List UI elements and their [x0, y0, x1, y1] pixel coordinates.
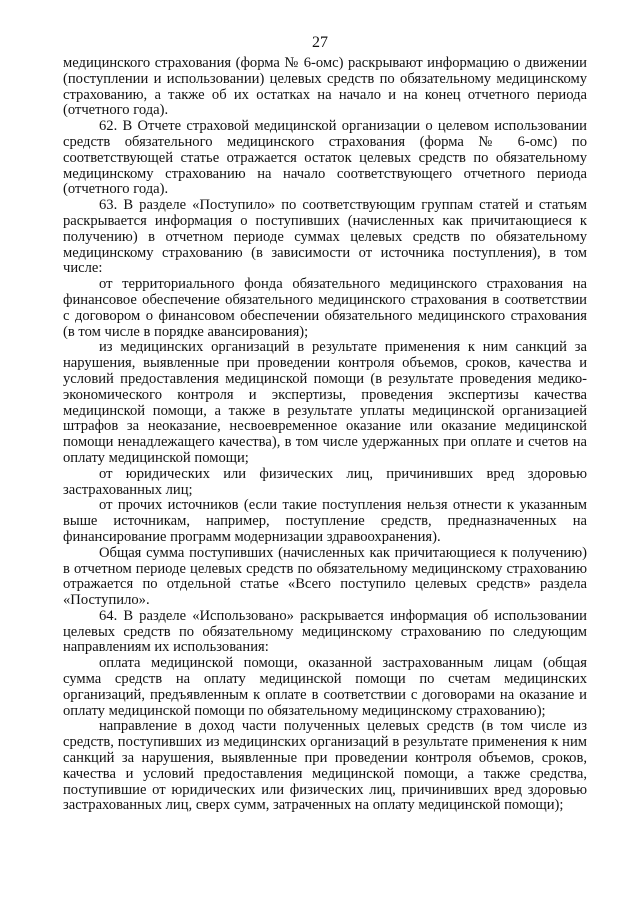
paragraph-63-item-territorial-fund: от территориального фонда обязательного медицинского страхования на финансовое обеспечение обязательного медицинского страхования в соответствии с договором о финансовом обеспечении обязательного медицинского страхования (в том числе в порядке авансирования); [63, 276, 587, 340]
paragraph-63-item-medical-organizations: из медицинских организаций в результате применения к ним санкций за нарушения, выявленные при проведении контроля объемов, сроков, качества и условий предоставления медицинской помощи (в результате проведения медико-экономического контроля и экспертизы, проведения экспертизы качества медицинской помощи, а также в результате уплаты медицинской организацией штрафов за неоказание, несвоевременное оказание или оказание медицинской помощи ненадлежащего качества), в том числе удержанных при оплате и счетов на оплату медицинской помощи; [63, 339, 587, 466]
paragraph-63-item-legal-persons: от юридических или физических лиц, причинивших вред здоровью застрахованных лиц; [63, 465, 587, 498]
paragraph-63-total: Общая сумма поступивших (начисленных как причитающиеся к получению) в отчетном периоде целевых средств по обязательному медицинскому страхованию отражается по отдельной статье «Всего поступило целевых средств» раздела «Поступило». [63, 544, 587, 609]
paragraph-63: 63. В разделе «Поступило» по соответствующим группам статей и статьям раскрывается информация о поступивших (начисленных как причитающиеся к получению) в отчетном периоде суммах целевых средств по обязательному медицинскому страхованию (в зависимости от источника поступления), в том числе: [63, 197, 587, 277]
paragraph-63-item-other-sources: от прочих источников (если такие поступления нельзя отнести к указанным выше источникам, например, поступление средств, предназначенных на финансирование программ модернизации здравоохранения). [63, 497, 587, 545]
page-number: 27 [312, 34, 328, 51]
paragraph-64-item-income: направление в доход части полученных целевых средств (в том числе из средств, поступивших из медицинских организаций в результате применения к ним санкций за нарушения, выявленные при проведении контроля объемов, сроков, качества и условий предоставления медицинской помощи, а также средства, поступившие от юридических или физических лиц, причинивших вред здоровью застрахованных лиц, сверх сумм, затраченных на оплату медицинской помощи); [63, 718, 587, 814]
paragraph-intro-continuation: медицинского страхования (форма № 6-омс) раскрывают информацию о движении (поступлении и использовании) целевых средств по обязательному медицинскому страхованию, а также об их остатках на начало и на конец отчетного периода (отчетного года). [63, 55, 587, 119]
document-body [63, 56, 587, 814]
paragraph-64: 64. В разделе «Использовано» раскрывается информация об использовании целевых средств по обязательному медицинскому страхованию по следующим направлениям их использования: [63, 607, 587, 656]
paragraph-62: 62. В Отчете страховой медицинской организации о целевом использовании средств обязательного медицинского страхования (форма № 6-омс) по соответствующей статье отражается остаток целевых средств по обязательному медицинскому страхованию на начало соответствующего отчетного периода (отчетного года). [63, 118, 587, 198]
paragraph-64-item-payment: оплата медицинской помощи, оказанной застрахованным лицам (общая сумма средств на оплату медицинской помощи по счетам медицинских организаций, предъявленным к оплате в соответствии с договорами на оказание и оплату медицинской помощи по обязательному медицинскому страхованию); [63, 655, 587, 719]
